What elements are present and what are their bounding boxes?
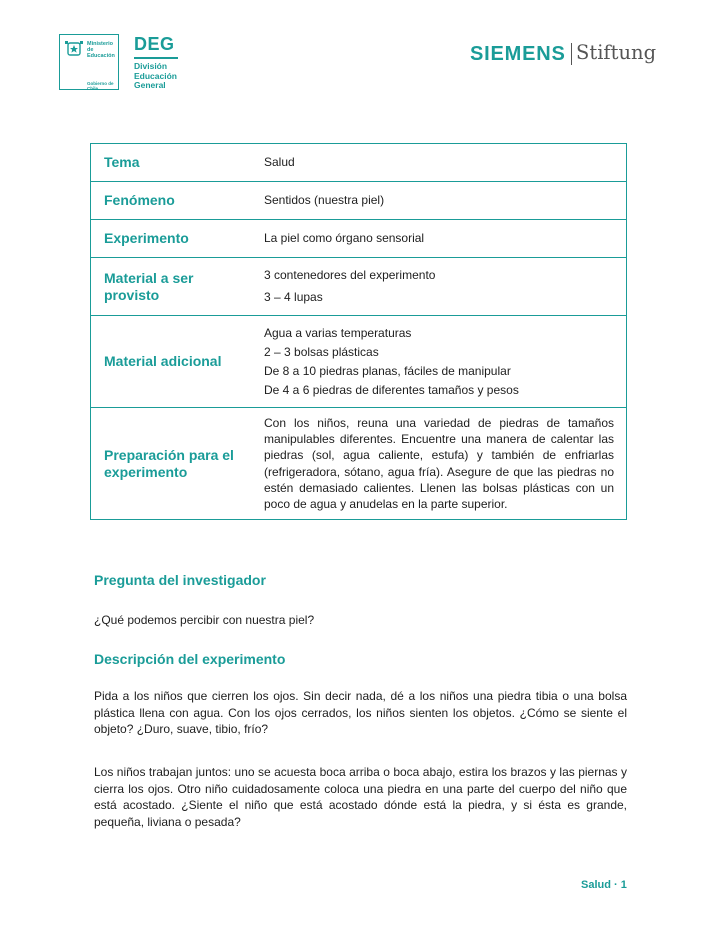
- ministry-name: Ministerio de Educación: [87, 41, 115, 59]
- row-label: Material adicional: [104, 353, 222, 369]
- table-row: [91, 144, 626, 181]
- siemens-logo: SIEMENS: [470, 43, 566, 65]
- description-heading: Descripción del experimento: [94, 651, 286, 667]
- row-label: Fenómeno: [104, 192, 175, 208]
- deg-division-name: División Educación General: [134, 61, 177, 90]
- row-value: La piel como órgano sensorial: [264, 231, 425, 245]
- table-row: [91, 315, 626, 407]
- logo-separator: [571, 43, 572, 65]
- chile-crest-icon: [64, 40, 84, 58]
- row-value: Salud: [264, 155, 295, 169]
- row-value: 3 contenedores del experimento 3 – 4 lupas: [264, 268, 436, 304]
- question-heading: Pregunta del investigador: [94, 572, 266, 588]
- deg-divider: [134, 57, 178, 59]
- experiment-info-table: [90, 143, 627, 520]
- row-label: Preparación para el experimento: [104, 446, 234, 480]
- description-paragraph-1: Pida a los niños que cierren los ojos. Sin decir nada, dé a los niños una piedra tibia o una bolsa plástica llena con agua. Con los ojos cerrados, los niños sienten los objetos. ¿Cómo se siente el objeto? ¿Duro, suave, tibio, frío?: [94, 689, 627, 736]
- row-value: Sentidos (nuestra piel): [264, 193, 385, 207]
- row-value: Agua a varias temperaturas 2 – 3 bolsas plásticas De 8 a 10 piedras planas, fáciles de manipular De 4 a 6 piedras de diferentes tamaños y pesos: [264, 325, 519, 397]
- page-footer: Salud · 1: [581, 879, 627, 891]
- row-label: Experimento: [104, 230, 189, 246]
- government-name: Gobierno de Chile: [87, 81, 114, 91]
- table-row: [91, 181, 626, 219]
- row-label: Material a ser provisto: [104, 269, 194, 303]
- description-paragraph-2: Los niños trabajan juntos: uno se acuesta boca arriba o boca abajo, estira los brazos y las piernas y cierra los ojos. Otro niño cuidadosamente coloca una piedra en una parte del cuerpo del niño que está acostado. ¿Siente el niño que está acostado dónde está la piedra, y si ésta es grande, pequeña, liviana o pesada?: [94, 765, 627, 829]
- row-label: Tema: [104, 154, 140, 170]
- table-row: [91, 257, 626, 315]
- deg-acronym: DEG: [134, 34, 175, 54]
- row-value: Con los niños, reuna una variedad de piedras de tamaños manipulables diferentes. Encuentre una manera de calentar las piedras (sol, agua caliente, estufa) y también de enfriarlas (refrigeradora, sótano, agua fría). Asegure de que las piedras no estén demasiado calientes. Llenen las bolsas plásticas con un poco de agua y anudelas en la parte superior.: [264, 415, 614, 512]
- stiftung-logo: Stiftung: [576, 41, 657, 64]
- table-row: [91, 407, 626, 519]
- ministry-logo: [59, 34, 119, 90]
- table-row: [91, 219, 626, 257]
- question-text: ¿Qué podemos percibir con nuestra piel?: [94, 613, 315, 627]
